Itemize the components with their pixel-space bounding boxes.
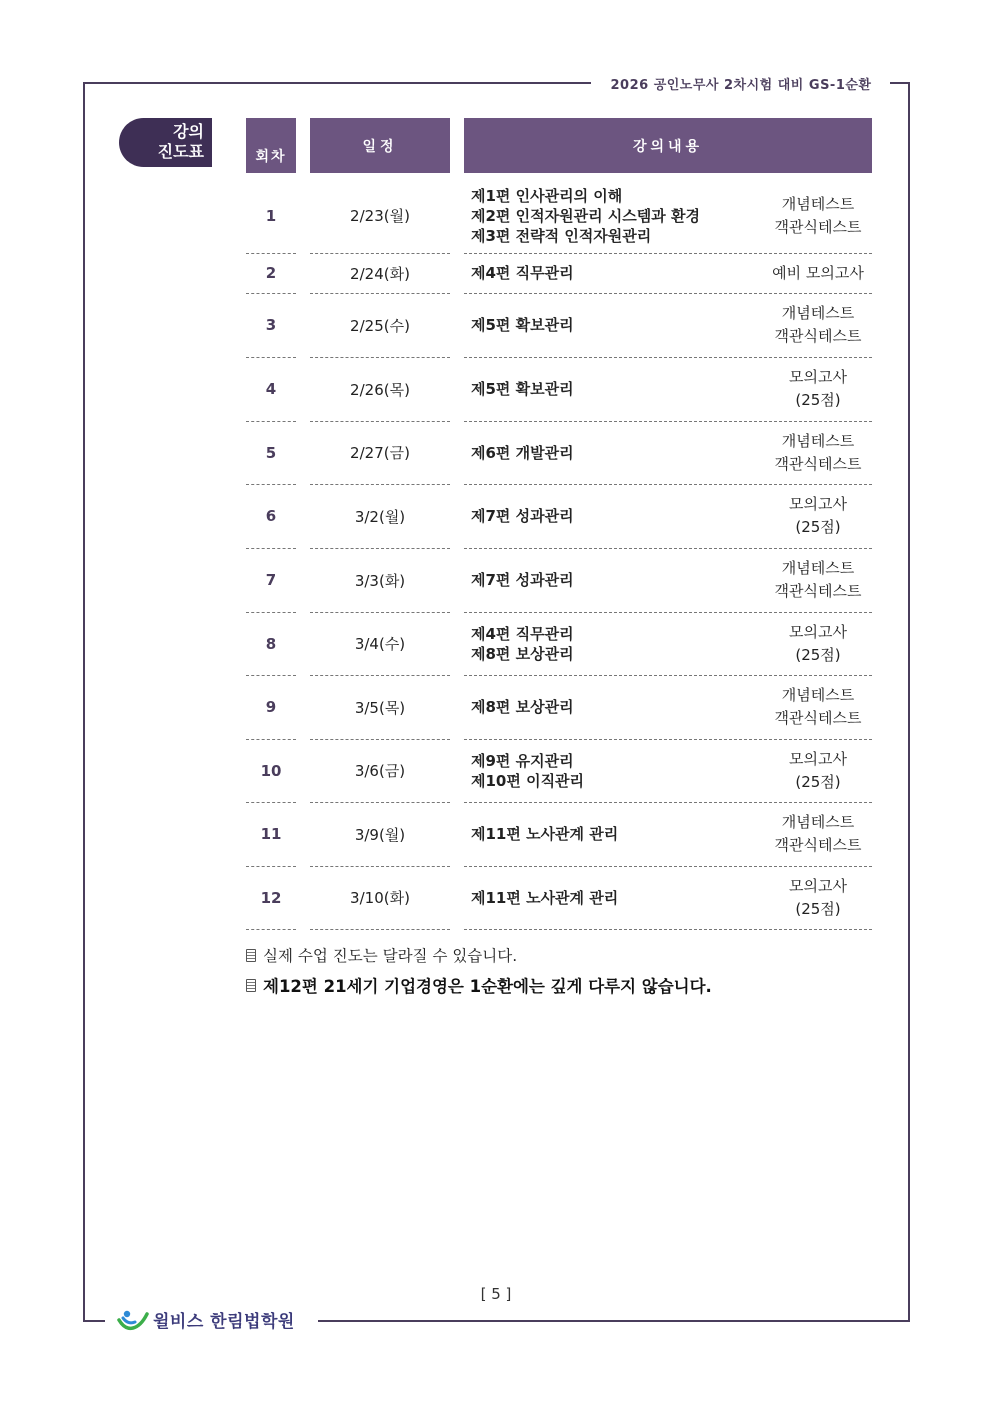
- test-type-line: 모의고사: [789, 876, 847, 895]
- topic-line: 제5편 확보관리: [471, 316, 574, 334]
- round-number: 12: [260, 888, 282, 907]
- page-number: [ 5 ]: [480, 1285, 512, 1303]
- lecture-date: 3/2(월): [354, 507, 406, 526]
- lecture-topics: [464, 675, 764, 739]
- test-type: [764, 802, 872, 866]
- test-type: [764, 357, 872, 421]
- memo-icon: [246, 979, 256, 992]
- topic-line: 제11편 노사관계 관리: [471, 888, 619, 907]
- topic-line: 제4편 직무관리: [471, 624, 574, 643]
- schedule-tag: [119, 118, 212, 167]
- test-type-line: 모의고사: [789, 622, 847, 641]
- table-row: [0, 178, 992, 253]
- column-header-round: 회차: [246, 118, 296, 173]
- test-type: [764, 866, 872, 929]
- lecture-topics: [464, 866, 764, 929]
- round-number: 11: [260, 825, 282, 843]
- topic-line: 제11편 노사관계 관리: [471, 825, 619, 843]
- topic-line: 제7편 성과관리: [471, 507, 574, 525]
- test-type: [764, 739, 872, 802]
- row-divider: [310, 929, 450, 930]
- test-type-line: 개념테스트: [781, 813, 855, 831]
- logo-text: 윌비스 한림법학원: [153, 1312, 295, 1332]
- test-type-line: 객관식테스트: [774, 836, 862, 854]
- test-type: [764, 421, 872, 484]
- tag-line-1: 강의: [173, 122, 204, 141]
- lecture-topics: [464, 293, 764, 357]
- lecture-topics: [464, 421, 764, 484]
- table-row: [0, 421, 992, 484]
- round-number: 6: [265, 507, 277, 525]
- test-type-line: (25점): [795, 899, 841, 918]
- topic-line: 제5편 확보관리: [471, 380, 574, 398]
- test-type-line: 모의고사: [789, 749, 847, 768]
- table-row: [0, 612, 992, 675]
- frame-bottom-right: [318, 1320, 910, 1322]
- table-row: [0, 253, 992, 293]
- lecture-date: 2/25(수): [350, 316, 410, 335]
- frame-bottom-left: [83, 1320, 105, 1322]
- topic-line: 제10편 이직관리: [471, 771, 585, 790]
- round-number: 1: [265, 206, 277, 225]
- topic-line: 제3편 전략적 인적자원관리: [471, 226, 652, 245]
- test-type-line: 객관식테스트: [774, 327, 862, 345]
- lecture-topics: [464, 802, 764, 866]
- test-type-line: 모의고사: [789, 368, 847, 386]
- round-number: 7: [265, 571, 277, 589]
- topic-line: 제9편 유지관리: [471, 751, 574, 770]
- academy-logo: [117, 1307, 295, 1332]
- running-header: 2026 공인노무사 2차시험 대비 GS-1순환: [610, 78, 872, 93]
- round-number: 5: [265, 443, 277, 462]
- column-header-content: 강의내용: [464, 118, 872, 173]
- table-row: [0, 357, 992, 421]
- frame-top-left: [83, 82, 591, 84]
- round-number: 10: [260, 761, 282, 780]
- lecture-topics: [464, 739, 764, 802]
- test-type-line: (25점): [795, 391, 841, 409]
- topic-line: 제8편 보상관리: [471, 644, 574, 663]
- note-progress: [246, 944, 517, 966]
- lecture-date: 3/6(금): [354, 762, 406, 780]
- topic-line: 제2편 인적자원관리 시스템과 환경: [471, 206, 700, 225]
- lecture-date: 2/26(목): [350, 380, 410, 399]
- lecture-date: 3/4(수): [354, 635, 406, 653]
- topic-line: 제8편 보상관리: [471, 698, 574, 716]
- lecture-topics: [464, 253, 764, 293]
- note-exclusion: [246, 973, 712, 997]
- topic-line: 제6편 개발관리: [471, 443, 574, 462]
- test-type: [764, 293, 872, 357]
- lecture-date: 3/3(화): [354, 571, 406, 590]
- table-row: [0, 548, 992, 612]
- test-type-line: 개념테스트: [781, 304, 855, 322]
- test-type-line: 객관식테스트: [774, 454, 862, 473]
- test-type: [764, 253, 872, 293]
- row-divider: [246, 929, 296, 930]
- test-type: [764, 484, 872, 548]
- logo-icon: [117, 1308, 149, 1332]
- table-row: [0, 293, 992, 357]
- topic-line: 제4편 직무관리: [471, 264, 574, 282]
- test-type-line: 객관식테스트: [774, 709, 862, 727]
- test-type-line: 객관식테스트: [774, 217, 862, 236]
- test-type-line: (25점): [795, 518, 841, 536]
- frame-top-right: [890, 82, 910, 84]
- test-type-line: 개념테스트: [781, 431, 855, 450]
- memo-icon: [246, 949, 256, 962]
- test-type-line: 객관식테스트: [774, 582, 862, 600]
- lecture-topics: [464, 484, 764, 548]
- test-type: [764, 675, 872, 739]
- test-type-line: 개념테스트: [781, 194, 855, 213]
- column-header-date: 일정: [310, 118, 450, 173]
- test-type-line: 개념테스트: [781, 559, 855, 577]
- topic-line: 제1편 인사관리의 이해: [471, 186, 623, 205]
- tag-line-2: 진도표: [157, 142, 204, 161]
- test-type-line: 예비 모의고사: [772, 263, 864, 282]
- test-type-line: 모의고사: [789, 495, 847, 513]
- table-row: [0, 866, 992, 929]
- table-row: [0, 484, 992, 548]
- lecture-date: 3/5(목): [354, 698, 406, 717]
- table-row: [0, 739, 992, 802]
- lecture-topics: [464, 357, 764, 421]
- test-type-line: (25점): [795, 645, 841, 664]
- topic-line: 제7편 성과관리: [471, 571, 574, 589]
- test-type: [764, 612, 872, 675]
- round-number: 4: [265, 380, 277, 398]
- round-number: 3: [265, 316, 277, 334]
- round-number: 9: [265, 698, 277, 716]
- round-number: 2: [265, 264, 277, 282]
- lecture-date: 2/27(금): [350, 444, 410, 462]
- test-type-line: 개념테스트: [781, 686, 855, 704]
- lecture-topics: [464, 548, 764, 612]
- lecture-topics: [464, 178, 764, 253]
- table-row: [0, 802, 992, 866]
- lecture-topics: [464, 612, 764, 675]
- test-type: [764, 178, 872, 253]
- test-type-line: (25점): [795, 772, 841, 791]
- table-row: [0, 675, 992, 739]
- lecture-date: 2/24(화): [350, 264, 410, 283]
- round-number: 8: [265, 634, 277, 653]
- lecture-date: 3/10(화): [350, 889, 410, 907]
- note-text: 제12편 21세기 기업경영은 1순환에는 깊게 다루지 않습니다.: [263, 977, 712, 996]
- row-divider: [464, 929, 872, 930]
- lecture-date: 2/23(월): [350, 207, 410, 225]
- test-type: [764, 548, 872, 612]
- note-text: 실제 수업 진도는 달라질 수 있습니다.: [263, 947, 518, 965]
- lecture-date: 3/9(월): [354, 825, 406, 844]
